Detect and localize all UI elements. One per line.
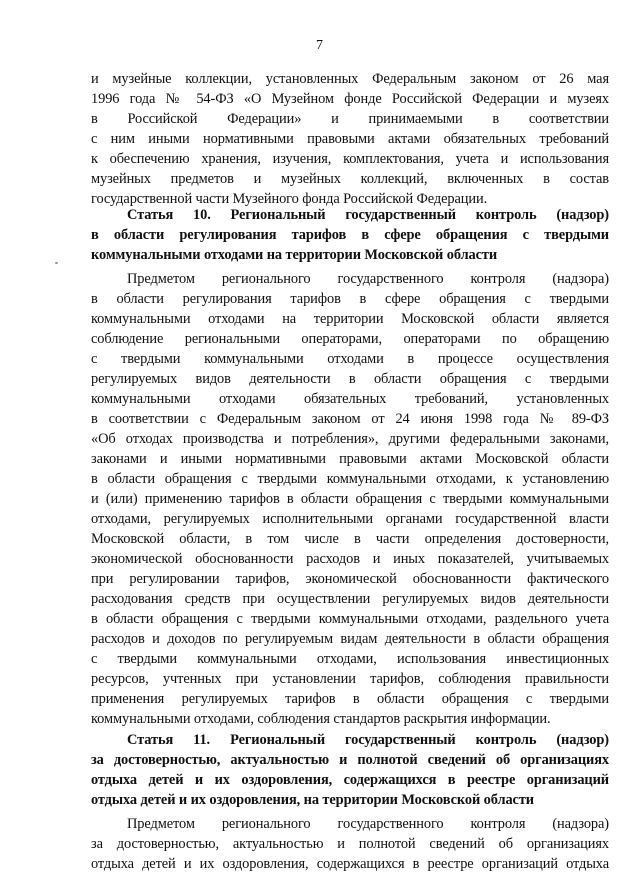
text-line: государственной части Музейного фонда Российской Федерации. [91,191,488,207]
text-line: в соответствии с Федеральным законом от 24 июня 1998 года № 89-ФЗ [91,411,609,427]
text-line: расходов и доходов по регулируемым видам деятельности в области обращения [91,631,609,647]
heading-line: коммунальными отходами на территории Московской области [91,247,498,263]
text-line: «Об отходах производства и потребления», другими федеральными законами, [91,431,609,447]
text-line: Предметом регионального государственного контроля (надзора) [127,271,609,287]
scan-speck [55,262,58,264]
text-line: применения регулируемых тарифов в области обращения с твердыми [91,691,609,707]
text-line: законами и иными нормативными правовыми актами Московской области [91,451,609,467]
heading-line: в области регулирования тарифов в сфере обращения с твердыми [91,227,609,243]
text-line: с твердыми коммунальными отходами в процессе осуществления [91,351,609,367]
text-line: в области обращения с твердыми коммунальными отходами, к установлению [91,471,609,487]
text-line: отдыха детей и их оздоровления, содержащихся в реестре организаций отдыха [91,856,609,872]
text-line: регулируемых видов деятельности в области обращения с твердыми [91,371,609,387]
text-line: Московской области, в том числе в части определения достоверности, [91,531,609,547]
text-line: и музейные коллекции, установленных Федеральным законом от 26 мая [91,71,609,87]
text-line: соблюдение региональными операторами, операторами по обращению [91,331,609,347]
text-line: с ним иными нормативными правовыми актами обязательных требований [91,131,609,147]
text-line: в Российской Федерации» и принимаемыми в соответствии [91,111,609,127]
text-line: в области обращения с твердыми коммунальными отходами, раздельного учета [91,611,609,627]
text-line: коммунальными отходами на территории Московской области является [91,311,609,327]
text-line: коммунальными отходами, соблюдения стандартов раскрытия информации. [91,711,551,727]
text-line: Предметом регионального государственного контроля (надзора) [127,816,609,832]
text-line: и (или) применению тарифов в области обращения с твердыми коммунальными [91,491,609,507]
text-line: за достоверностью, актуальностью и полнотой сведений об организациях [91,836,609,852]
heading-line: Статья 11. Региональный государственный контроль (надзор) [127,732,609,748]
heading-line: за достоверностью, актуальностью и полнотой сведений об организациях [91,752,609,768]
heading-line: отдыха детей и их оздоровления, содержащихся в реестре организаций [91,772,609,788]
heading-line: Статья 10. Региональный государственный контроль (надзор) [127,207,609,223]
text-line: коммунальными отходами обязательных требований, установленных [91,391,609,407]
text-line: к обеспечению хранения, изучения, комплектования, учета и использования [91,151,609,167]
text-line: 1996 года № 54-ФЗ «О Музейном фонде Российской Федерации и музеях [91,91,609,107]
heading-line: отдыха детей и их оздоровления, на территории Московской области [91,792,535,808]
text-line: с твердыми коммунальными отходами, использования инвестиционных [91,651,609,667]
text-line: ресурсов, учтенных при установлении тарифов, соблюдения правильности [91,671,609,687]
text-line: экономической обоснованности расходов и иных показателей, учитываемых [91,551,609,567]
text-line: при регулировании тарифов, экономической обоснованности фактического [91,571,609,587]
page-number: 7 [316,38,323,53]
text-line: расходования средств при осуществлении регулируемых видов деятельности [91,591,609,607]
text-line: в области регулирования тарифов в сфере обращения с твердыми [91,291,609,307]
text-line: музейных предметов и музейных коллекций, включенных в состав [91,171,609,187]
text-line: отходами, регулируемых исполнительными органами государственной власти [91,511,609,527]
